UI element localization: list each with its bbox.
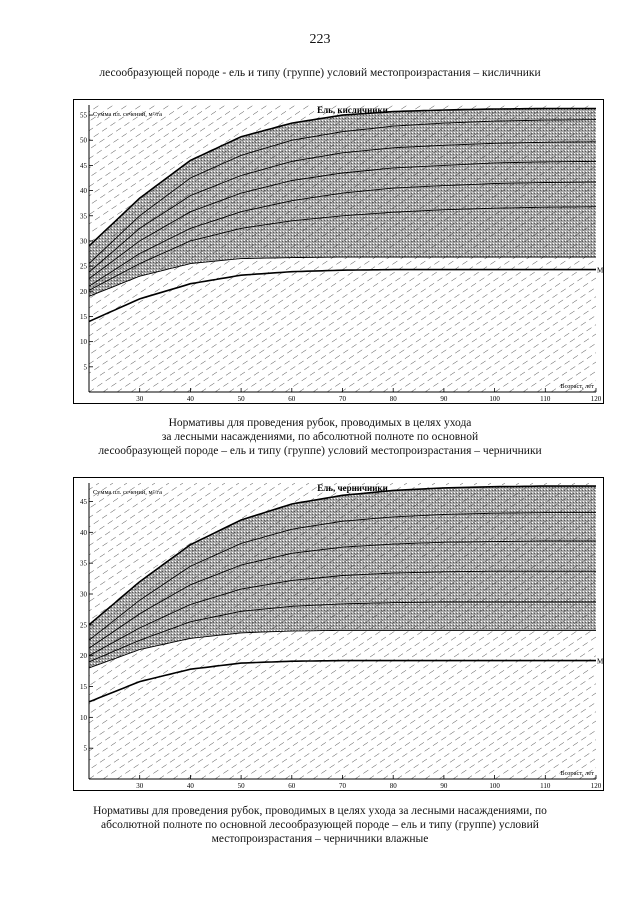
caption-middle-line-3: лесообразующей породе – ель и типу (группе) условий местопроизрастания – черничники	[98, 445, 542, 457]
chart-title: Ель, кисличники	[317, 105, 388, 115]
curve-label: M	[597, 657, 604, 666]
x-tick-label: 70	[339, 395, 346, 403]
curve-label: M	[597, 266, 604, 275]
y-tick-label: 10	[80, 713, 87, 722]
x-tick-label: 50	[237, 395, 245, 403]
y-tick-label: 45	[80, 498, 87, 506]
caption-middle-line-1: Нормативы для проведения рубок, проводимых в целях ухода	[168, 417, 472, 429]
x-tick-label: 90	[440, 395, 448, 403]
page-number: 223	[309, 32, 331, 47]
x-tick-label: 60	[288, 395, 296, 403]
chart-chernichniki	[73, 477, 604, 791]
chart-title: Ель, черничники	[317, 483, 388, 493]
y-tick-label: 50	[80, 136, 87, 145]
x-tick-label: 120	[590, 395, 602, 403]
chart-chernichniki-svg	[73, 477, 604, 791]
y-tick-label: 45	[80, 161, 87, 170]
caption-top: лесообразующей породе - ель и типу (группе) условий местопроизрастания – кисличники	[99, 67, 541, 79]
y-tick-label: 30	[80, 237, 87, 246]
x-tick-label: 100	[489, 395, 500, 403]
x-tick-label: 110	[540, 395, 551, 403]
x-tick-label: 40	[186, 395, 194, 403]
y-tick-label: 55	[80, 111, 87, 120]
x-tick-label: 30	[136, 782, 144, 790]
x-tick-label: 40	[186, 782, 194, 790]
x-tick-label: 90	[440, 782, 448, 790]
y-tick-label: 40	[80, 528, 87, 537]
y-tick-label: 35	[80, 559, 87, 568]
y-tick-label: 25	[80, 621, 87, 630]
x-tick-label: 80	[389, 395, 397, 403]
caption-middle-line-2: за лесными насаждениями, по абсолютной полноте по основной	[161, 431, 479, 443]
x-tick-label: 60	[288, 782, 296, 790]
x-tick-label: 70	[339, 782, 346, 790]
y-tick-label: 5	[83, 744, 87, 753]
y-tick-label: 30	[80, 590, 87, 599]
x-axis-label: Возраст, лет	[560, 383, 594, 390]
y-tick-label: 5	[83, 363, 87, 372]
caption-bottom-line-1: Нормативы для проведения рубок, проводимых в целях ухода за лесными насаждениями, по	[93, 805, 547, 817]
y-tick-label: 15	[80, 683, 87, 691]
caption-middle	[60, 416, 580, 458]
x-tick-label: 80	[389, 782, 397, 790]
y-tick-label: 20	[80, 652, 87, 661]
y-tick-label: 10	[80, 338, 87, 347]
caption-bottom-line-2: абсолютной полноте по основной лесообразующей породе – ель и типу (группе) условий	[101, 819, 539, 831]
x-tick-label: 50	[237, 782, 245, 790]
y-tick-label: 20	[80, 287, 87, 296]
x-tick-label: 120	[590, 782, 602, 790]
caption-bottom-line-3: местопроизрастания – черничники влажные	[211, 833, 429, 845]
y-tick-label: 15	[80, 312, 87, 321]
y-tick-label: 35	[80, 212, 87, 221]
x-tick-label: 100	[489, 782, 500, 790]
x-tick-label: 110	[540, 782, 551, 790]
chart-kislichniki-svg	[73, 99, 604, 404]
y-tick-label: 25	[80, 262, 87, 271]
chart-kislichniki	[73, 99, 604, 404]
caption-bottom	[60, 804, 580, 846]
y-axis-label: Сумма пл. сечений, м²/га	[93, 111, 162, 118]
y-axis-label: Сумма пл. сечений, м²/га	[93, 489, 162, 496]
y-tick-label: 40	[80, 187, 87, 196]
x-axis-label: Возраст, лет	[560, 770, 594, 777]
x-tick-label: 30	[136, 395, 144, 403]
